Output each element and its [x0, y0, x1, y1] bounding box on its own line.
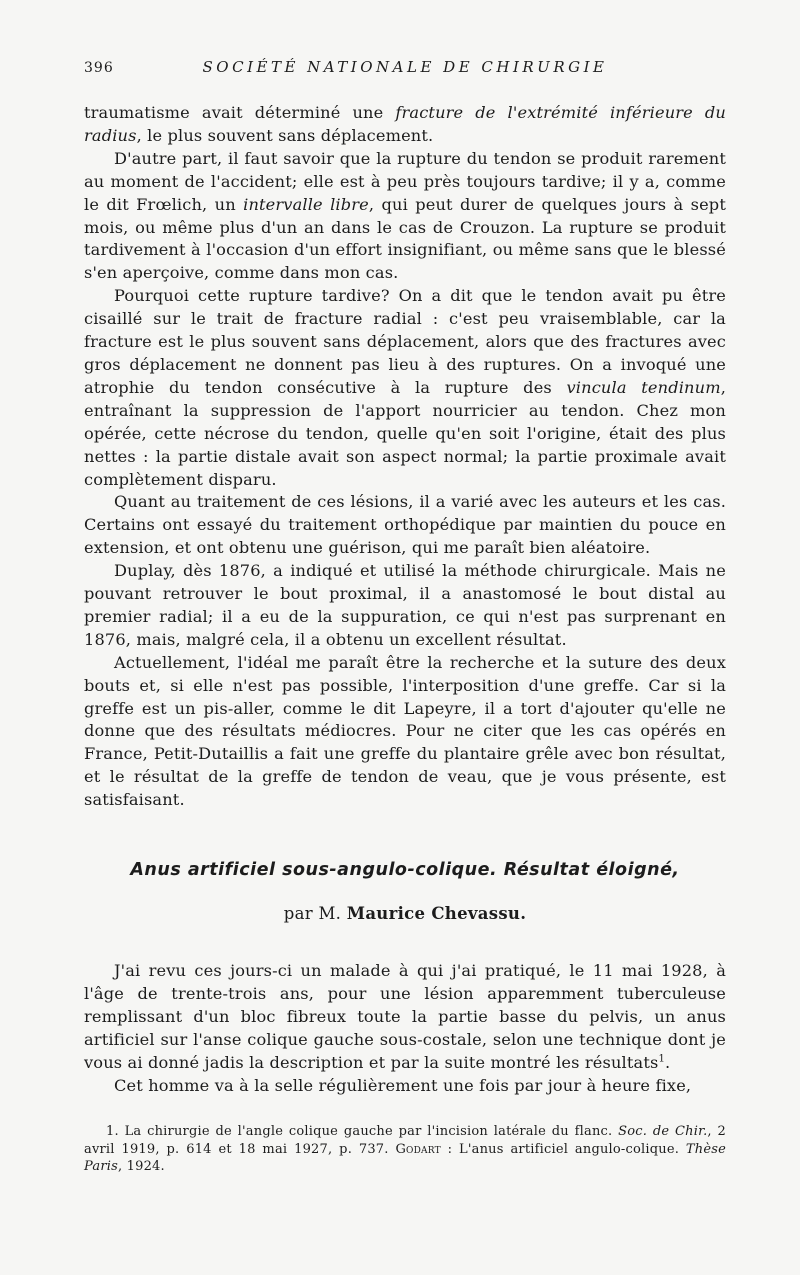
paragraph: Actuellement, l'idéal me paraît être la recherche et la suture des deux bouts et, si elle n'est pas possible, l'interposition d'une greffe. Car si la greffe est un pis-aller, comme le dit Lapeyre, il a tort d'ajouter qu'elle ne donne que des résultats médiocres. Pour ne citer que les cas opérés en France, Petit-Dutaillis a fait une greffe du plantaire grêle avec bon résultat, et le résultat de la greffe de tendon de veau, que je vous présente, est satisfaisant. [84, 652, 726, 810]
author-name: Maurice Chevassu. [346, 904, 527, 923]
paragraph: J'ai revu ces jours-ci un malade à qui j'ai pratiqué, le 11 mai 1928, à l'âge de trente-trois ans, pour une lésion apparemment tuberculeuse remplissant d'un bloc fibreux toute la partie basse du pelvis, un anus artificiel sur l'anse colique gauche sous-costale, selon une technique dont je vous ai donné jadis la description et par la suite montré les résultats$^1$. [84, 961, 726, 1072]
emphasis: intervalle libre [243, 194, 369, 214]
emphasis: vincula tendinum [566, 377, 721, 397]
byline: par M. Maurice Chevassu. [283, 904, 527, 923]
paragraph: traumatisme avait déterminé une fracture de l'extrémité inférieure du radius, le plus souvent sans déplacement. [84, 103, 726, 145]
footnote: 1. La chirurgie de l'angle colique gauche par l'incision latérale du flanc. Soc. de Chir., 2 avril 1919, p. 614 et 18 mai 1927, p. 737. Godart : L'anus artificiel angulo-colique. Thèse Paris, 1924. [84, 1124, 727, 1175]
article-text [84, 960, 726, 1097]
cited-author: Godart [395, 1141, 441, 1157]
previous-article-text [84, 102, 726, 812]
paragraph: Quant au traitement de ces lésions, il a varié avec les auteurs et les cas. Certains ont essayé du traitement orthopédique par maintien du pouce en extension, et ont obtenu une guérison, qui me paraît bien aléatoire. [84, 492, 726, 558]
paragraph: Cet homme va à la selle régulièrement une fois par jour à heure fixe, [114, 1075, 692, 1095]
page-number: 396 [84, 60, 114, 76]
journal-title: SOCIÉTÉ NATIONALE DE CHIRURGIE [202, 58, 608, 76]
paragraph: Pourquoi cette rupture tardive? On a dit que le tendon avait pu être cisaillé sur le trait de fracture radial : c'est peu vraisemblable, car la fracture est le plus souvent sans déplacement, alors que des fractures avec gros déplacement ne donnent pas lieu à des ruptures. On a invoqué une atrophie du tendon consécutive à la rupture des vincula tendinum, entraînant la suppression de l'apport nourricier au tendon. Chez mon opérée, cette nécrose du tendon, quelle qu'en soit l'origine, était des plus nettes : la partie distale avait son aspect normal; la partie proximale avait complètement disparu. [84, 286, 726, 489]
emphasis: fracture de l'extrémité inférieure du radius [84, 103, 726, 145]
paragraph: D'autre part, il faut savoir que la rupture du tendon se produit rarement au moment de l'accident; elle est à peu près toujours tardive; il y a, comme le dit Frœlich, un intervalle libre, qui peut durer de quelques jours à sept mois, ou même plus d'un an dans le cas de Crouzon. La rupture se produit tardivement à l'occasion d'un effort insignifiant, ou même sans que le blessé s'en aperçoive, comme dans mon cas. [84, 148, 726, 283]
footnote-marker: 1 [658, 1053, 665, 1065]
running-head [84, 58, 726, 82]
paragraph: Duplay, dès 1876, a indiqué et utilisé la méthode chirurgicale. Mais ne pouvant retrouver le bout proximal, il a anastomosé le bout distal au premier radial; il a eu de la suppuration, ce qui n'est pas surprenant en 1876, mais, malgré cela, il a obtenu un excellent résultat. [84, 561, 726, 649]
article-title: Anus artificiel sous-angulo-colique. Résultat éloigné, [130, 860, 680, 880]
